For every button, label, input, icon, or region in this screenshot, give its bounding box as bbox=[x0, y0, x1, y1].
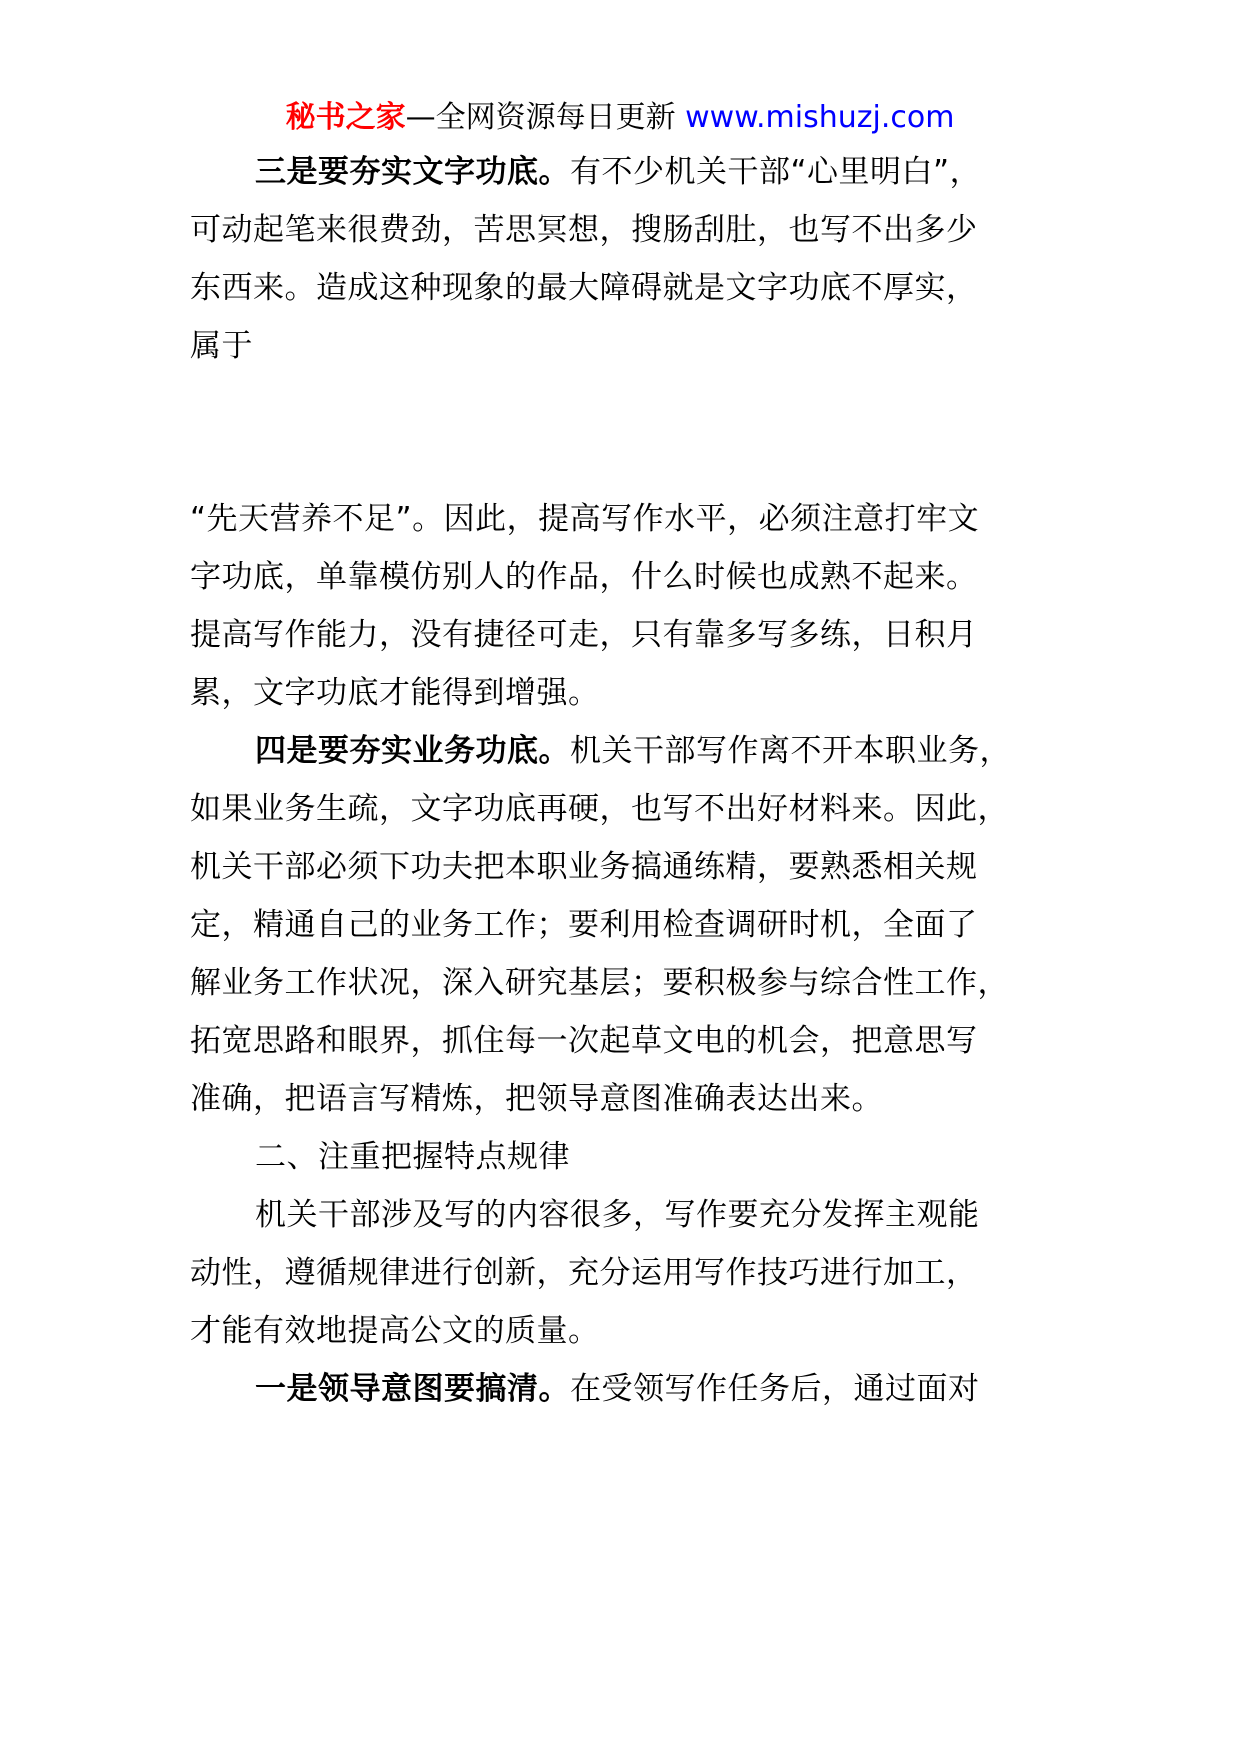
paragraph-3-line-5: 解业务工作状况，深入研究基层；要积极参与综合性工作， bbox=[190, 965, 1009, 1001]
paragraph-1-line-3: 东西来。造成这种现象的最大障碍就是文字功底不厚实， bbox=[190, 270, 978, 306]
paragraph-4-line-1: 机关干部涉及写的内容很多，写作要充分发挥主观能 bbox=[255, 1197, 980, 1233]
site-header bbox=[0, 96, 1240, 140]
paragraph-3-line-2: 如果业务生疏，文字功底再硬，也写不出好材料来。因此， bbox=[190, 791, 1009, 827]
paragraph-5-lead: 一是领导意图要搞清。 bbox=[255, 1371, 570, 1407]
paragraph-1-line-4: 属于 bbox=[190, 328, 253, 364]
brand-name: 秘书之家 bbox=[285, 100, 406, 135]
paragraph-3-line-3: 机关干部必须下功夫把本职业务搞通练精，要熟悉相关规 bbox=[190, 849, 978, 885]
paragraph-3-line-6: 拓宽思路和眼界，抓住每一次起草文电的机会，把意思写 bbox=[190, 1023, 978, 1059]
paragraph-1-lead: 三是要夯实文字功底。 bbox=[255, 154, 570, 190]
paragraph-3-line-7: 准确，把语言写精炼，把领导意图准确表达出来。 bbox=[190, 1081, 883, 1117]
paragraph-5-text: 在受领写作任务后，通过面对 bbox=[570, 1371, 980, 1407]
paragraph-3-text: 机关干部写作离不开本职业务， bbox=[570, 733, 1011, 769]
paragraph-1-line-1 bbox=[255, 150, 981, 194]
header-tagline: —全网资源每日更新 bbox=[405, 100, 676, 135]
paragraph-1-line-2: 可动起笔来很费劲，苦思冥想，搜肠刮肚，也写不出多少 bbox=[190, 212, 978, 248]
paragraph-4-line-2: 动性，遵循规律进行创新，充分运用写作技巧进行加工， bbox=[190, 1255, 978, 1291]
paragraph-1-text: 有不少机关干部“心里明白”， bbox=[570, 154, 982, 190]
paragraph-2-line-3: 提高写作能力，没有捷径可走，只有靠多写多练，日积月 bbox=[190, 617, 978, 653]
paragraph-2-line-1: “先天营养不足”。因此，提高写作水平，必须注意打牢文 bbox=[190, 501, 980, 537]
section-heading: 二、注重把握特点规律 bbox=[255, 1139, 570, 1175]
paragraph-5-line-1 bbox=[255, 1367, 980, 1411]
paragraph-2-line-4: 累，文字功底才能得到增强。 bbox=[190, 675, 600, 711]
site-url-link[interactable]: www.mishuzj.com bbox=[685, 100, 955, 135]
paragraph-2-line-2: 字功底，单靠模仿别人的作品，什么时候也成熟不起来。 bbox=[190, 559, 978, 595]
paragraph-3-line-1 bbox=[255, 729, 1011, 773]
paragraph-3-lead: 四是要夯实业务功底。 bbox=[255, 733, 570, 769]
paragraph-4-line-3: 才能有效地提高公文的质量。 bbox=[190, 1313, 600, 1349]
paragraph-3-line-4: 定，精通自己的业务工作；要利用检查调研时机，全面了 bbox=[190, 907, 978, 943]
